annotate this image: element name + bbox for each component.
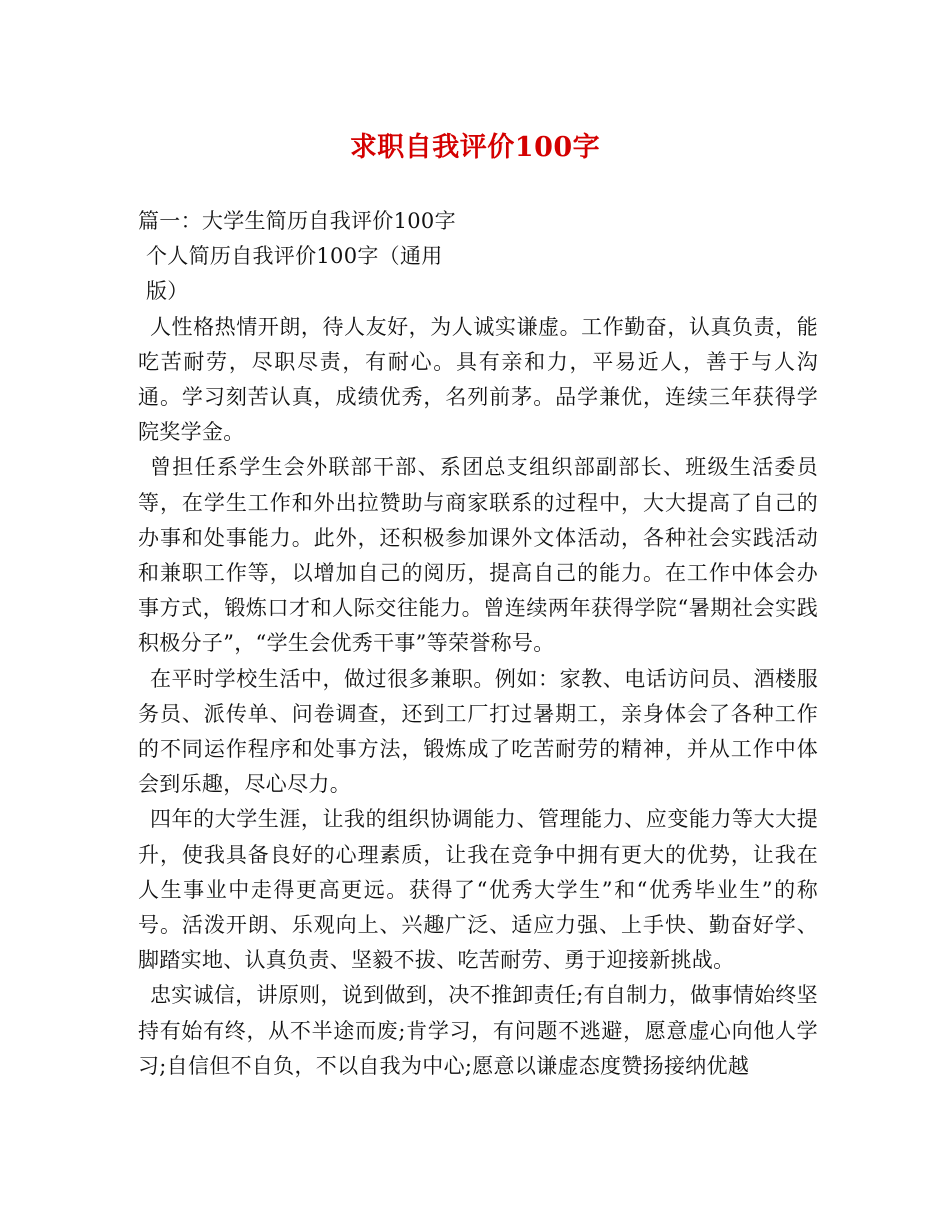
paragraph-2: 曾担任系学生会外联部干部、系团总支组织部副部长、班级生活委员等，在学生工作和外出拉赞助与商家联系的过程中，大大提高了自己的办事和处事能力。此外，还积极参加课外文体活动，各种社会实践活动和兼职工作等，以增加自己的阅历，提高自己的能力。在工作中体会办事方式，锻炼口才和人际交往能力。曾连续两年获得学院“暑期社会实践积极分子”，“学生会优秀干事”等荣誉称号。 <box>138 455 818 656</box>
subsection-heading: 个人简历自我评价100字（通用版） <box>146 244 443 304</box>
paragraph-1: 人性格热情开朗，待人友好，为人诚实谦虚。工作勤奋，认真负责，能吃苦耐劳，尽职尽责，有耐心。具有亲和力，平易近人，善于与人沟通。学习刻苦认真，成绩优秀，名列前茅。品学兼优，连续三年获得学院奖学金。 <box>138 314 818 445</box>
document-title: 求职自我评价100字 <box>349 132 601 163</box>
document-body <box>138 204 818 1084</box>
section-heading: 篇一：大学生简历自我评价100字 <box>138 209 456 233</box>
paragraph-3: 在平时学校生活中，做过很多兼职。例如：家教、电话访问员、酒楼服务员、派传单、问卷调查，还到工厂打过暑期工，亲身体会了各种工作的不同运作程序和处事方法，锻炼成了吃苦耐劳的精神，并从工作中体会到乐趣，尽心尽力。 <box>138 666 818 797</box>
paragraph-4: 四年的大学生涯，让我的组织协调能力、管理能力、应变能力等大大提升，使我具备良好的心理素质，让我在竞争中拥有更大的优势，让我在人生事业中走得更高更远。获得了“优秀大学生”和“优秀毕业生”的称号。活泼开朗、乐观向上、兴趣广泛、适应力强、上手快、勤奋好学、脚踏实地、认真负责、坚毅不拔、吃苦耐劳、勇于迎接新挑战。 <box>138 807 818 973</box>
paragraph-5: 忠实诚信，讲原则，说到做到，决不推卸责任;有自制力，做事情始终坚持有始有终，从不半途而废;肯学习，有问题不逃避，愿意虚心向他人学习;自信但不自负，不以自我为中心;愿意以谦虚态度赞扬接纳优越 <box>138 983 818 1078</box>
